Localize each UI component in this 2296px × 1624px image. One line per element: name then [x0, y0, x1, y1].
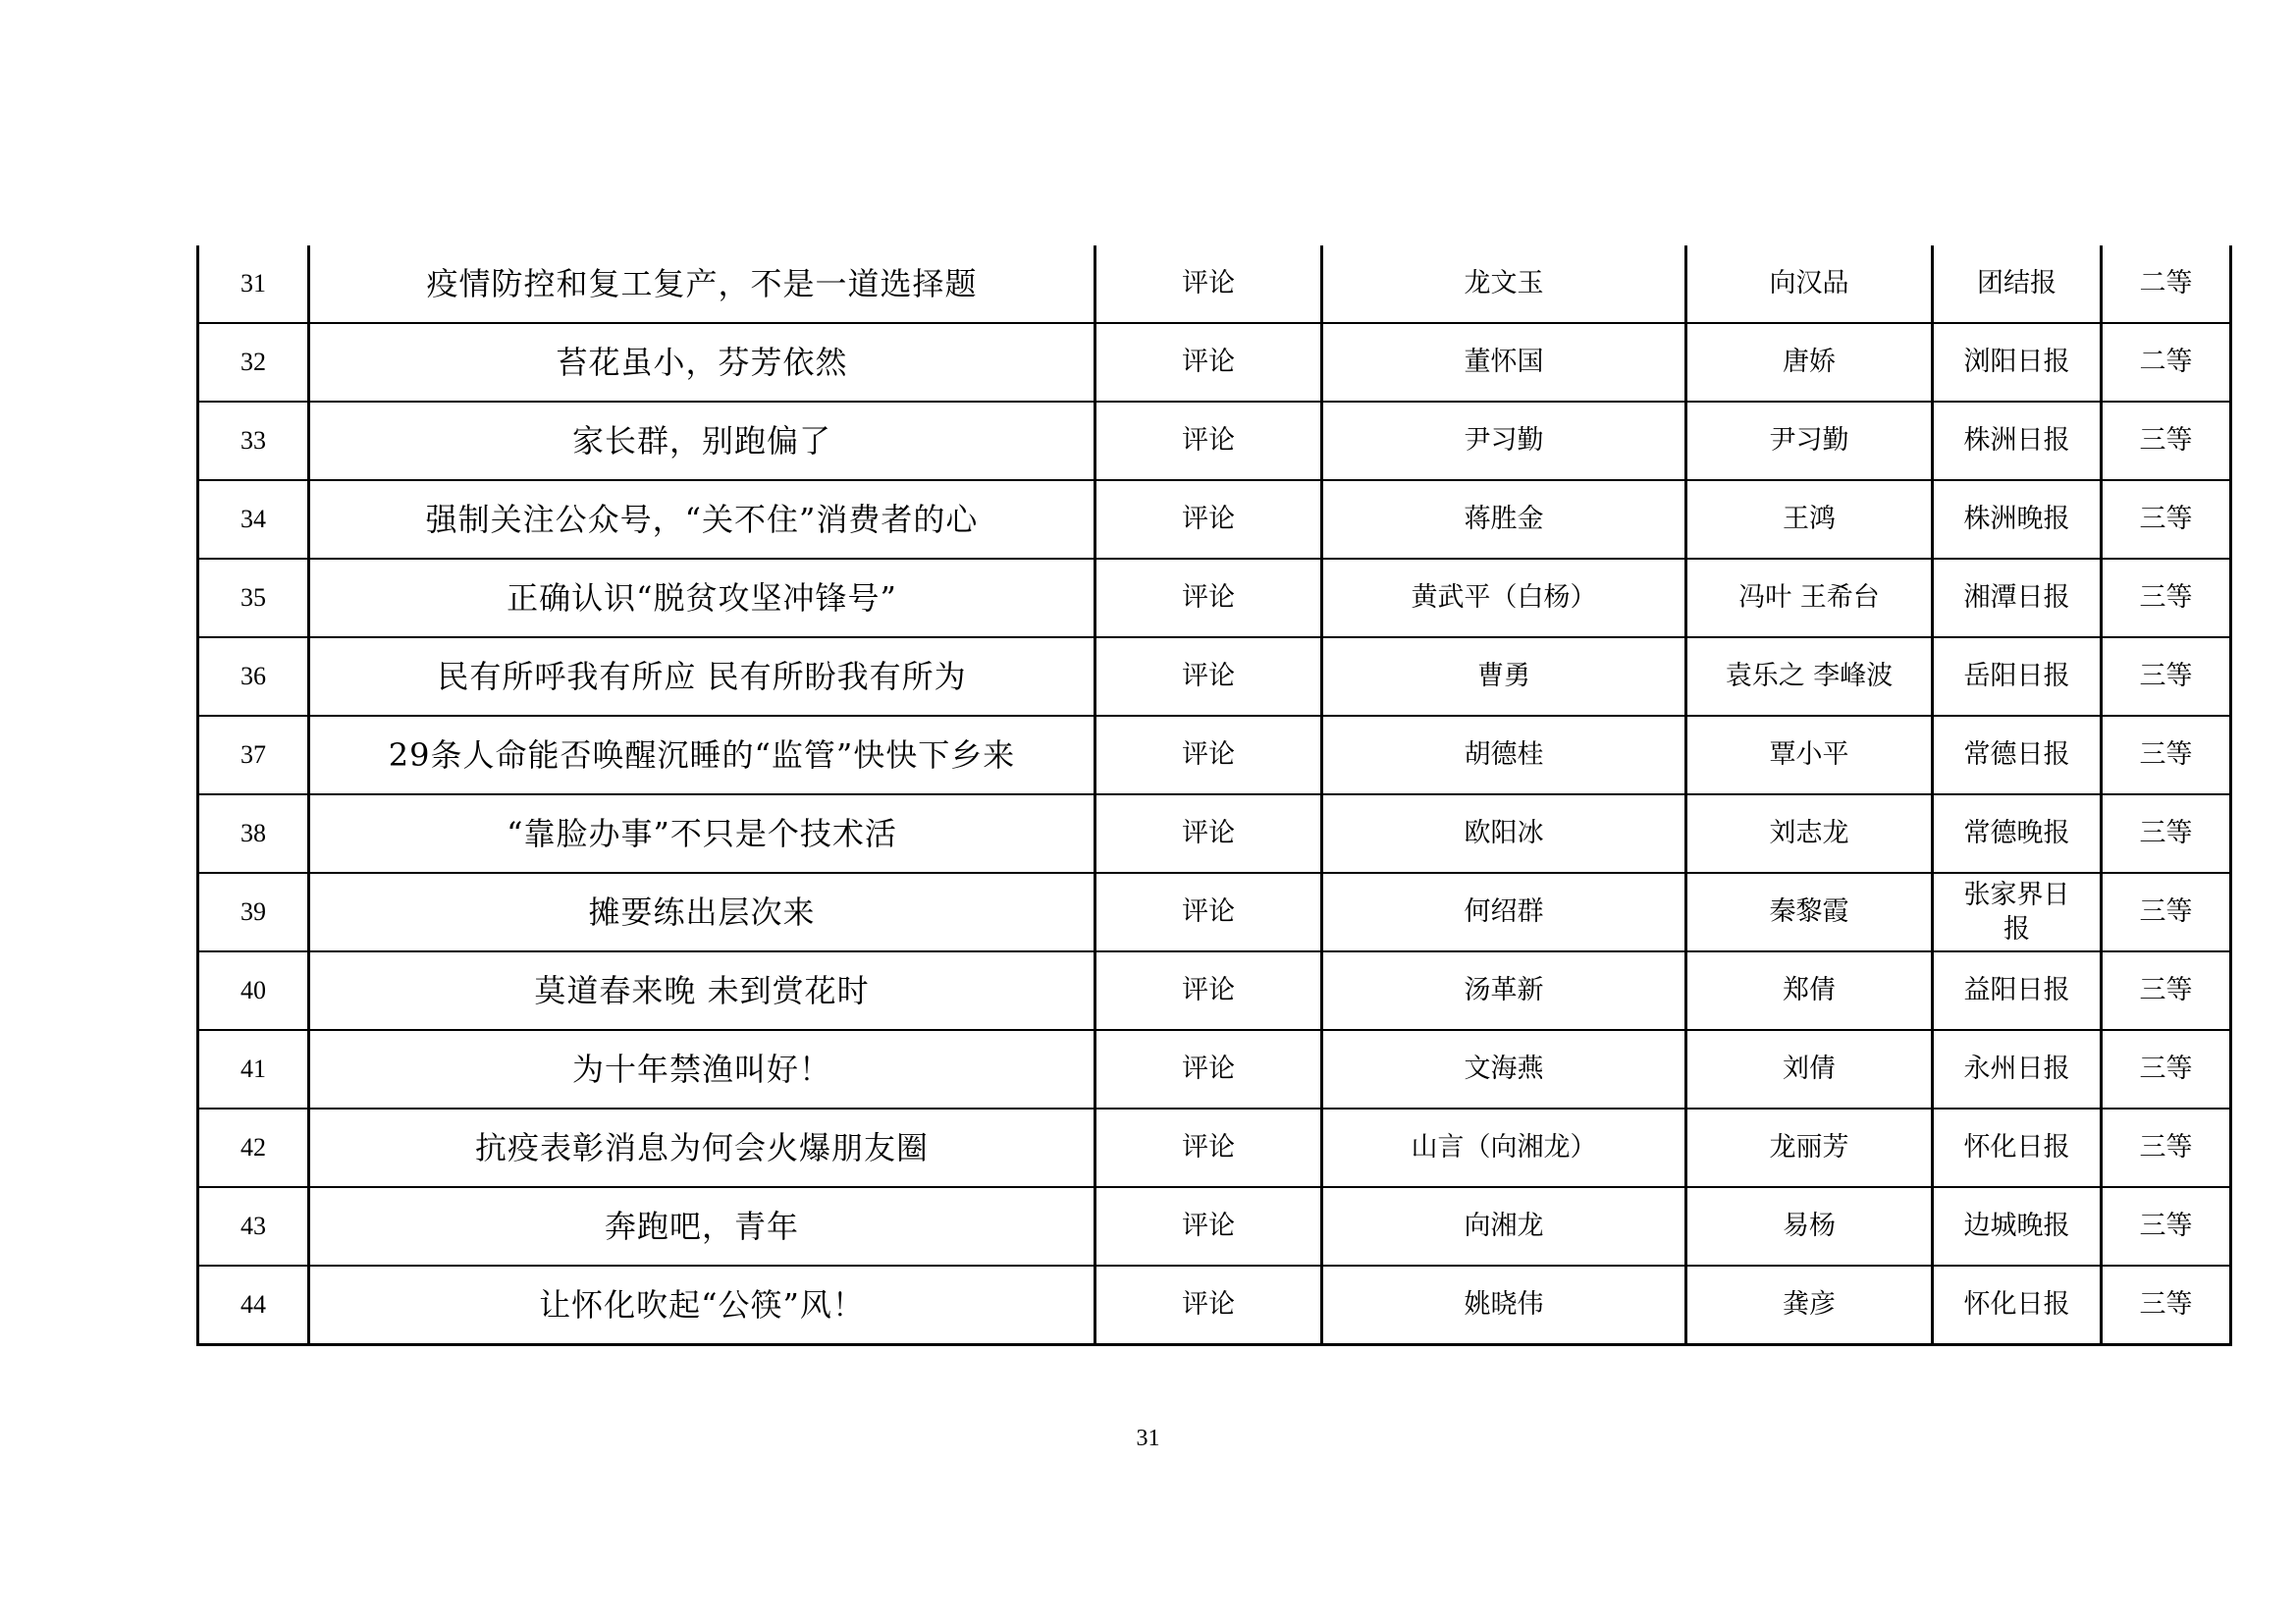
entry-editor: 冯叶 王希台: [1686, 559, 1933, 637]
entry-number: 44: [198, 1266, 309, 1345]
entry-media: [1933, 951, 2102, 1030]
entry-editor: 袁乐之 李峰波: [1686, 637, 1933, 716]
entry-media: [1933, 1109, 2102, 1187]
entry-rank: 三等: [2102, 716, 2231, 794]
entry-media-text: 岳阳日报: [1963, 661, 2070, 692]
entry-rank: 二等: [2102, 245, 2231, 323]
table-row: [198, 1030, 2231, 1109]
entry-type: 评论: [1095, 873, 1322, 951]
entry-editor: 易杨: [1686, 1187, 1933, 1266]
entry-title: “靠脸办事”不只是个技术活: [309, 794, 1095, 873]
table-row: [198, 794, 2231, 873]
entry-number: 34: [198, 480, 309, 559]
entry-editor: 龙丽芳: [1686, 1109, 1933, 1187]
entry-media: [1933, 637, 2102, 716]
entry-author: 姚晓伟: [1322, 1266, 1686, 1345]
entry-title: 民有所呼我有所应 民有所盼我有所为: [309, 637, 1095, 716]
entry-media-text: 常德晚报: [1963, 818, 2070, 849]
entry-author: 尹习勤: [1322, 402, 1686, 480]
entry-editor: 刘志龙: [1686, 794, 1933, 873]
entry-author: 汤革新: [1322, 951, 1686, 1030]
entry-number: 36: [198, 637, 309, 716]
table-row: [198, 1187, 2231, 1266]
entry-rank: 三等: [2102, 1109, 2231, 1187]
entry-media: [1933, 873, 2102, 951]
entry-media: [1933, 245, 2102, 323]
entry-type: 评论: [1095, 1266, 1322, 1345]
entry-editor: 唐娇: [1686, 323, 1933, 402]
entry-media-text: 边城晚报: [1963, 1211, 2070, 1242]
entry-author: 董怀国: [1322, 323, 1686, 402]
entry-number: 35: [198, 559, 309, 637]
entry-media: [1933, 1187, 2102, 1266]
entry-media: [1933, 1266, 2102, 1345]
entry-type: 评论: [1095, 1109, 1322, 1187]
table-row: [198, 1266, 2231, 1345]
entry-media: [1933, 559, 2102, 637]
page-number: 31: [1136, 1426, 1160, 1451]
table-row: [198, 559, 2231, 637]
entry-number: 43: [198, 1187, 309, 1266]
entry-number: 33: [198, 402, 309, 480]
entry-number: 32: [198, 323, 309, 402]
entry-title: 莫道春来晚 未到赏花时: [309, 951, 1095, 1030]
entry-author: 何绍群: [1322, 873, 1686, 951]
entry-type: 评论: [1095, 794, 1322, 873]
entry-author: 胡德桂: [1322, 716, 1686, 794]
entry-type: 评论: [1095, 559, 1322, 637]
entry-number: 37: [198, 716, 309, 794]
entry-author: 蒋胜金: [1322, 480, 1686, 559]
entry-rank: 三等: [2102, 480, 2231, 559]
entry-title: 摊要练出层次来: [309, 873, 1095, 951]
entry-media-text: 怀化日报: [1963, 1289, 2070, 1321]
awards-table-body: [198, 245, 2231, 1345]
entry-media: [1933, 323, 2102, 402]
entry-rank: 三等: [2102, 1187, 2231, 1266]
entry-editor: 王鸿: [1686, 480, 1933, 559]
entry-editor: 刘倩: [1686, 1030, 1933, 1109]
entry-title: 正确认识“脱贫攻坚冲锋号”: [309, 559, 1095, 637]
entry-number: 42: [198, 1109, 309, 1187]
entry-type: 评论: [1095, 637, 1322, 716]
entry-type: 评论: [1095, 323, 1322, 402]
entry-media: [1933, 794, 2102, 873]
entry-title: 家长群，别跑偏了: [309, 402, 1095, 480]
entry-rank: 三等: [2102, 637, 2231, 716]
entry-media-text: 株洲日报: [1963, 425, 2070, 457]
entry-author: 曹勇: [1322, 637, 1686, 716]
table-row: [198, 480, 2231, 559]
entry-title: 疫情防控和复工复产，不是一道选择题: [309, 245, 1095, 323]
entry-media-text: 永州日报: [1963, 1054, 2070, 1085]
table-row: [198, 873, 2231, 951]
entry-editor: 秦黎霞: [1686, 873, 1933, 951]
entry-rank: 三等: [2102, 402, 2231, 480]
entry-media: [1933, 402, 2102, 480]
entry-rank: 二等: [2102, 323, 2231, 402]
entry-number: 39: [198, 873, 309, 951]
entry-author: 文海燕: [1322, 1030, 1686, 1109]
table-row: [198, 716, 2231, 794]
entry-type: 评论: [1095, 480, 1322, 559]
entry-rank: 三等: [2102, 873, 2231, 951]
entry-number: 38: [198, 794, 309, 873]
entry-title: 29条人命能否唤醒沉睡的“监管”快快下乡来: [309, 716, 1095, 794]
entry-type: 评论: [1095, 402, 1322, 480]
entry-media-text: 益阳日报: [1963, 975, 2070, 1006]
table-row: [198, 323, 2231, 402]
entry-media-text: 怀化日报: [1963, 1132, 2070, 1164]
entry-number: 31: [198, 245, 309, 323]
entry-author: 向湘龙: [1322, 1187, 1686, 1266]
table-row: [198, 245, 2231, 323]
table-row: [198, 951, 2231, 1030]
entry-type: 评论: [1095, 245, 1322, 323]
entry-media-text: 浏阳日报: [1963, 347, 2070, 378]
table-row: [198, 402, 2231, 480]
entry-title: 强制关注公众号，“关不住”消费者的心: [309, 480, 1095, 559]
entry-title: 让怀化吹起“公筷”风！: [309, 1266, 1095, 1345]
entry-media-text: 张家界日报: [1963, 879, 2070, 945]
entry-editor: 覃小平: [1686, 716, 1933, 794]
entry-title: 奔跑吧，青年: [309, 1187, 1095, 1266]
entry-author: 欧阳冰: [1322, 794, 1686, 873]
entry-media-text: 株洲晚报: [1963, 504, 2070, 535]
entry-type: 评论: [1095, 951, 1322, 1030]
entry-title: 为十年禁渔叫好！: [309, 1030, 1095, 1109]
entry-media-text: 湘潭日报: [1963, 582, 2070, 614]
entry-editor: 郑倩: [1686, 951, 1933, 1030]
entry-rank: 三等: [2102, 1030, 2231, 1109]
entry-media-text: 常德日报: [1963, 739, 2070, 771]
table-row: [198, 1109, 2231, 1187]
awards-table: [196, 245, 2232, 1346]
entry-number: 41: [198, 1030, 309, 1109]
entry-editor: 向汉品: [1686, 245, 1933, 323]
entry-media: [1933, 480, 2102, 559]
entry-number: 40: [198, 951, 309, 1030]
entry-rank: 三等: [2102, 1266, 2231, 1345]
entry-media: [1933, 1030, 2102, 1109]
entry-media: [1933, 716, 2102, 794]
entry-editor: 龚彦: [1686, 1266, 1933, 1345]
entry-type: 评论: [1095, 1187, 1322, 1266]
entry-rank: 三等: [2102, 794, 2231, 873]
entry-editor: 尹习勤: [1686, 402, 1933, 480]
entry-media-text: 团结报: [1977, 268, 2056, 299]
entry-title: 苔花虽小，芬芳依然: [309, 323, 1095, 402]
entry-author: 山言（向湘龙）: [1322, 1109, 1686, 1187]
entry-rank: 三等: [2102, 951, 2231, 1030]
entry-type: 评论: [1095, 1030, 1322, 1109]
entry-rank: 三等: [2102, 559, 2231, 637]
table-row: [198, 637, 2231, 716]
entry-type: 评论: [1095, 716, 1322, 794]
entry-author: 龙文玉: [1322, 245, 1686, 323]
entry-title: 抗疫表彰消息为何会火爆朋友圈: [309, 1109, 1095, 1187]
entry-author: 黄武平（白杨）: [1322, 559, 1686, 637]
